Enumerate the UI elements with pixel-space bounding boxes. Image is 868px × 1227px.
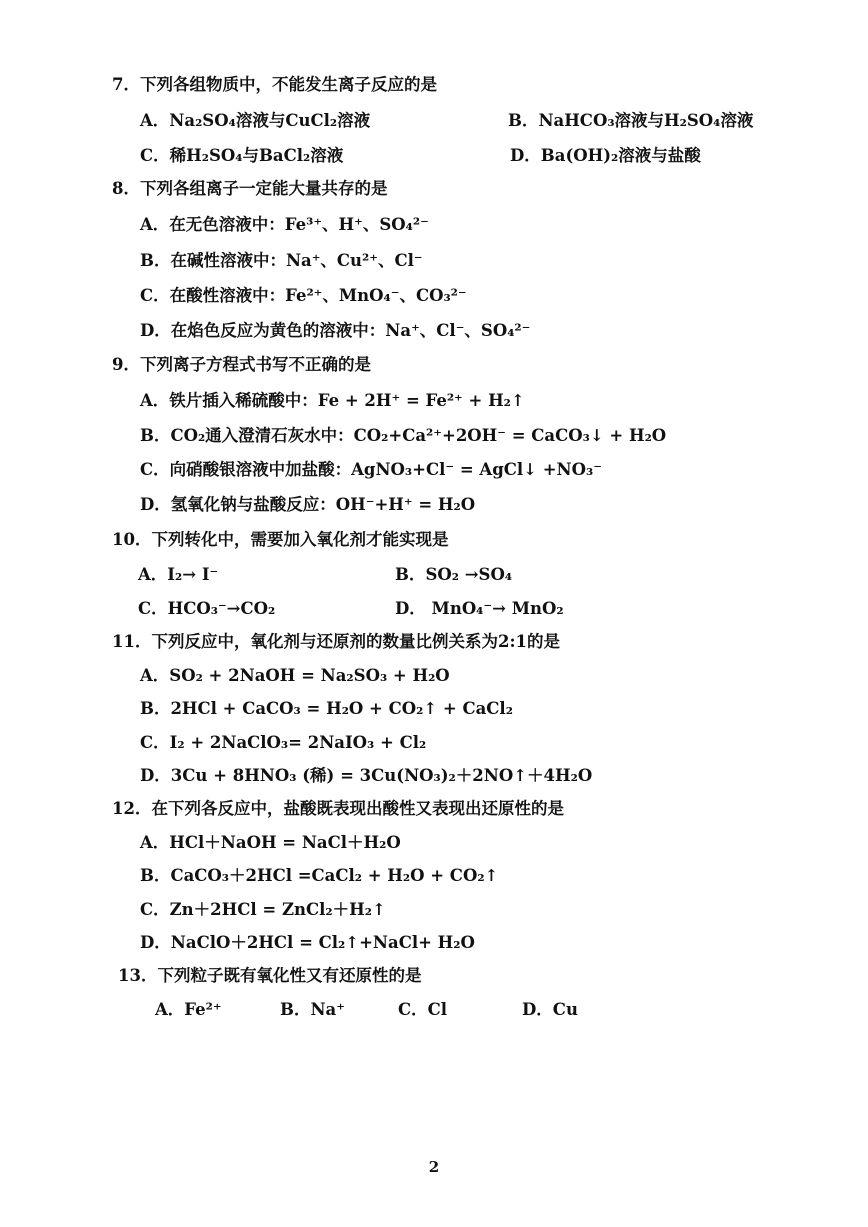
- question-8-option-b: B．在碱性溶液中：Na⁺、Cu²⁺、Cl⁻: [140, 251, 423, 270]
- question-7-option-d: D．Ba(OH)₂溶液与盐酸: [510, 146, 701, 165]
- question-10-option-a: A．I₂→ I⁻: [138, 565, 219, 584]
- question-11-option-c: C．I₂ + 2NaClO₃= 2NaIO₃ + Cl₂: [140, 733, 427, 752]
- question-8-option-d: D．在焰色反应为黄色的溶液中：Na⁺、Cl⁻、SO₄²⁻: [140, 321, 531, 340]
- question-9-option-b: B．CO₂通入澄清石灰水中：CO₂+Ca²⁺+2OH⁻ = CaCO₃↓ + H₂O: [140, 426, 667, 445]
- question-10-option-d: D． MnO₄⁻→ MnO₂: [395, 599, 564, 618]
- question-13-option-a: A．Fe²⁺: [155, 1000, 222, 1019]
- question-11-option-b: B．2HCl + CaCO₃ = H₂O + CO₂↑ + CaCl₂: [140, 699, 513, 718]
- question-11-option-a: A．SO₂ + 2NaOH = Na₂SO₃ + H₂O: [140, 666, 450, 685]
- question-12-option-d: D．NaClO＋2HCl = Cl₂↑+NaCl+ H₂O: [140, 933, 475, 952]
- question-8-option-a: A．在无色溶液中：Fe³⁺、H⁺、SO₄²⁻: [140, 215, 429, 234]
- question-9-option-a: A．铁片插入稀硫酸中：Fe + 2H⁺ = Fe²⁺ + H₂↑: [140, 391, 525, 410]
- question-12-option-c: C．Zn＋2HCl = ZnCl₂＋H₂↑: [140, 900, 386, 919]
- question-12-stem: 12．在下列各反应中，盐酸既表现出酸性又表现出还原性的是: [112, 799, 564, 818]
- question-12-option-b: B．CaCO₃＋2HCl =CaCl₂ + H₂O + CO₂↑: [140, 866, 499, 885]
- question-13-option-c: C．Cl: [398, 1000, 448, 1019]
- question-10-option-c: C．HCO₃⁻→CO₂: [138, 599, 276, 618]
- question-12-option-a: A．HCl＋NaOH = NaCl＋H₂O: [140, 833, 401, 852]
- question-13-option-d: D．Cu: [522, 1000, 578, 1019]
- question-7-option-a: A．Na₂SO₄溶液与CuCl₂溶液: [140, 111, 371, 130]
- question-13-option-b: B．Na⁺: [280, 1000, 345, 1019]
- question-13-stem: 13．下列粒子既有氧化性又有还原性的是: [118, 966, 422, 985]
- question-10-stem: 10．下列转化中，需要加入氧化剂才能实现是: [112, 530, 449, 549]
- question-8-stem: 8．下列各组离子一定能大量共存的是: [112, 179, 388, 198]
- question-9-option-d: D．氢氧化钠与盐酸反应：OH⁻+H⁺ = H₂O: [140, 495, 476, 514]
- question-8-option-c: C．在酸性溶液中：Fe²⁺、MnO₄⁻、CO₃²⁻: [140, 286, 467, 305]
- question-11-stem: 11．下列反应中，氧化剂与还原剂的数量比例关系为2:1的是: [112, 632, 561, 651]
- question-7-option-c: C．稀H₂SO₄与BaCl₂溶液: [140, 146, 344, 165]
- question-10-option-b: B．SO₂ →SO₄: [395, 565, 513, 584]
- question-7-option-b: B．NaHCO₃溶液与H₂SO₄溶液: [508, 111, 754, 130]
- question-7-stem: 7．下列各组物质中，不能发生离子反应的是: [112, 75, 437, 94]
- question-9-stem: 9．下列离子方程式书写不正确的是: [112, 355, 371, 374]
- question-11-option-d: D．3Cu + 8HNO₃ (稀) = 3Cu(NO₃)₂＋2NO↑＋4H₂O: [140, 766, 593, 785]
- page-number: 2: [428, 1158, 440, 1176]
- question-9-option-c: C．向硝酸银溶液中加盐酸：AgNO₃+Cl⁻ = AgCl↓ +NO₃⁻: [140, 460, 602, 479]
